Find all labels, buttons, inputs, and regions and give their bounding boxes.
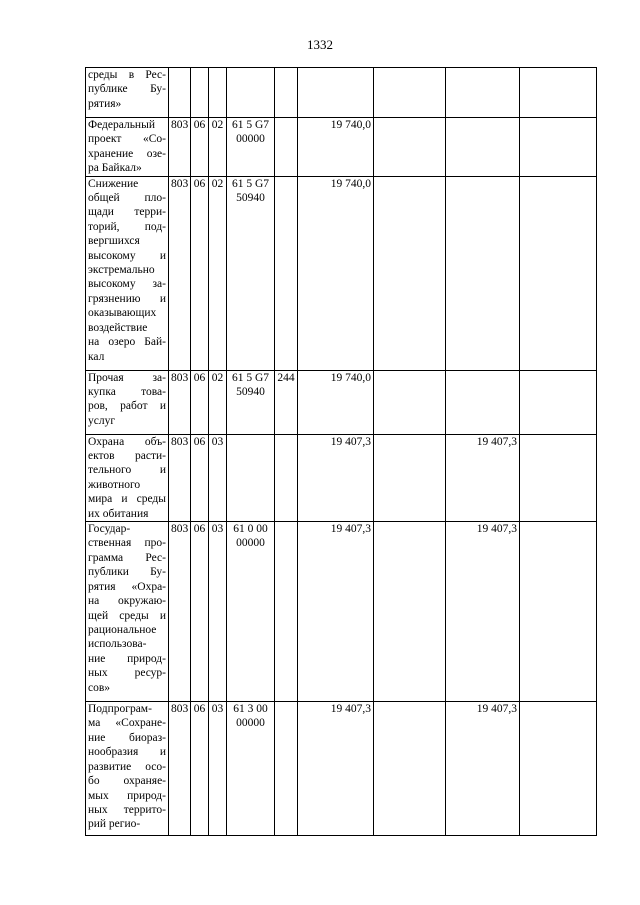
amount-cell <box>374 68 446 118</box>
row-name-line: вергшихся <box>88 235 140 248</box>
row-name-line: высокому за- <box>88 278 166 291</box>
row-name-line: общей пло- <box>88 192 166 205</box>
section-code: 06 <box>191 370 209 434</box>
row-name-line: на окружаю- <box>88 595 166 608</box>
ministry-code: 803 <box>169 370 191 434</box>
section-code: 06 <box>191 702 209 836</box>
row-name-line: ных террито- <box>88 803 166 816</box>
row-name-line: ние природ- <box>88 652 166 665</box>
amount-cell <box>520 702 597 836</box>
row-name-line: Снижение <box>88 177 139 190</box>
amount-cell: 19 740,0 <box>298 370 374 434</box>
row-name-line: купка това- <box>88 386 166 399</box>
row-name-line: услуг <box>88 414 116 427</box>
row-name-line: грязнению и <box>88 292 166 305</box>
row-name-line: среды в Рес- <box>88 69 166 81</box>
amount-cell: 19 407,3 <box>298 522 374 702</box>
row-name-line: щади терри- <box>88 206 166 219</box>
amount-cell <box>520 118 597 177</box>
row-name-line: Прочая за- <box>88 371 166 384</box>
subsection-code: 02 <box>209 370 227 434</box>
ministry-code <box>169 68 191 118</box>
ministry-code: 803 <box>169 118 191 177</box>
row-name-line: бо охраняе- <box>88 775 166 788</box>
target-article-code: 61 5 G7 50940 <box>227 176 275 370</box>
amount-cell <box>520 176 597 370</box>
subsection-code <box>209 68 227 118</box>
row-name <box>86 370 169 434</box>
expense-type-code <box>275 68 298 118</box>
row-name-line: Государ- <box>88 523 131 536</box>
row-name-line: рятия» <box>88 97 122 110</box>
row-name-line: использова- <box>88 638 147 651</box>
table-row <box>86 434 597 521</box>
amount-cell <box>298 68 374 118</box>
table-row <box>86 702 597 836</box>
row-name <box>86 434 169 521</box>
row-name <box>86 176 169 370</box>
row-name-line: хранение озе- <box>88 147 166 160</box>
target-article-code: 61 5 G7 50940 <box>227 370 275 434</box>
page-number: 1332 <box>307 37 333 52</box>
subsection-code: 02 <box>209 118 227 177</box>
target-article-code: 61 5 G7 00000 <box>227 118 275 177</box>
amount-cell <box>520 370 597 434</box>
section-code: 06 <box>191 176 209 370</box>
expense-type-code <box>275 522 298 702</box>
amount-cell <box>374 370 446 434</box>
subsection-code: 02 <box>209 176 227 370</box>
expense-type-code <box>275 176 298 370</box>
row-name-line: ние биораз- <box>88 731 166 744</box>
row-name-line: животного <box>88 478 141 491</box>
expense-type-code: 244 <box>275 370 298 434</box>
section-code: 06 <box>191 522 209 702</box>
amount-cell <box>446 370 520 434</box>
row-name-line: ра Байкал» <box>88 162 142 175</box>
ministry-code: 803 <box>169 522 191 702</box>
expense-type-code <box>275 434 298 521</box>
row-name-line: развитие осо- <box>88 760 166 773</box>
table-row <box>86 118 597 177</box>
ministry-code: 803 <box>169 702 191 836</box>
amount-cell: 19 740,0 <box>298 176 374 370</box>
row-name-line: оказывающих <box>88 307 157 320</box>
row-name <box>86 702 169 836</box>
section-code: 06 <box>191 434 209 521</box>
row-name-line: на озеро Бай- <box>88 336 166 349</box>
row-name-line: тельного и <box>88 464 166 477</box>
row-name-line: ров, работ и <box>88 400 166 413</box>
ministry-code: 803 <box>169 176 191 370</box>
row-name-line: рациональное <box>88 623 157 636</box>
table-row <box>86 522 597 702</box>
row-name-line: Охрана объ- <box>88 435 166 448</box>
row-name <box>86 522 169 702</box>
target-article-code: 61 3 00 00000 <box>227 702 275 836</box>
amount-cell <box>374 522 446 702</box>
row-name-line: ектов расти- <box>88 450 166 463</box>
amount-cell <box>446 176 520 370</box>
budget-table <box>85 67 597 836</box>
row-name-line: щей среды и <box>88 609 166 622</box>
target-article-code <box>227 68 275 118</box>
row-name-line: ных ресур- <box>88 667 166 680</box>
amount-cell: 19 407,3 <box>446 702 520 836</box>
table-row <box>86 176 597 370</box>
row-name-line: экстремально <box>88 264 155 277</box>
amount-cell: 19 407,3 <box>298 702 374 836</box>
row-name-line: проект «Со- <box>88 133 166 146</box>
row-name-line: воздействие <box>88 321 148 334</box>
row-name <box>86 118 169 177</box>
amount-cell <box>374 118 446 177</box>
amount-cell <box>446 68 520 118</box>
row-name-line: публики Бу- <box>88 566 166 579</box>
row-name <box>86 68 169 118</box>
subsection-code: 03 <box>209 522 227 702</box>
table-row <box>86 370 597 434</box>
row-name-line: Подпрограм- <box>88 703 152 716</box>
subsection-code: 03 <box>209 702 227 836</box>
row-name-line: ма «Сохране- <box>88 717 166 730</box>
row-name-line: Федеральный <box>88 119 155 131</box>
amount-cell <box>446 118 520 177</box>
expense-type-code <box>275 702 298 836</box>
target-article-code <box>227 434 275 521</box>
row-name-line: кал <box>88 350 105 363</box>
row-name-line: рятия «Охра- <box>88 580 166 593</box>
row-name-line: мых природ- <box>88 789 166 802</box>
row-name-line: публике Бу- <box>88 83 166 96</box>
row-name-line: торий, под- <box>88 220 166 233</box>
row-name-line: ственная про- <box>88 537 166 550</box>
amount-cell <box>374 176 446 370</box>
row-name-line: мира и среды <box>88 493 166 506</box>
amount-cell <box>374 702 446 836</box>
row-name-line: высокому и <box>88 249 166 262</box>
amount-cell: 19 407,3 <box>298 434 374 521</box>
amount-cell <box>374 434 446 521</box>
amount-cell: 19 407,3 <box>446 522 520 702</box>
amount-cell <box>520 522 597 702</box>
expense-type-code <box>275 118 298 177</box>
amount-cell <box>520 68 597 118</box>
section-code <box>191 68 209 118</box>
row-name-line: рий регио- <box>88 818 141 831</box>
ministry-code: 803 <box>169 434 191 521</box>
row-name-line: их обитания <box>88 507 149 520</box>
section-code: 06 <box>191 118 209 177</box>
amount-cell <box>520 434 597 521</box>
subsection-code: 03 <box>209 434 227 521</box>
target-article-code: 61 0 00 00000 <box>227 522 275 702</box>
row-name-line: сов» <box>88 681 111 694</box>
amount-cell: 19 407,3 <box>446 434 520 521</box>
row-name-line: грамма Рес- <box>88 551 166 564</box>
amount-cell: 19 740,0 <box>298 118 374 177</box>
table-row <box>86 68 597 118</box>
row-name-line: нообразия и <box>88 746 166 759</box>
